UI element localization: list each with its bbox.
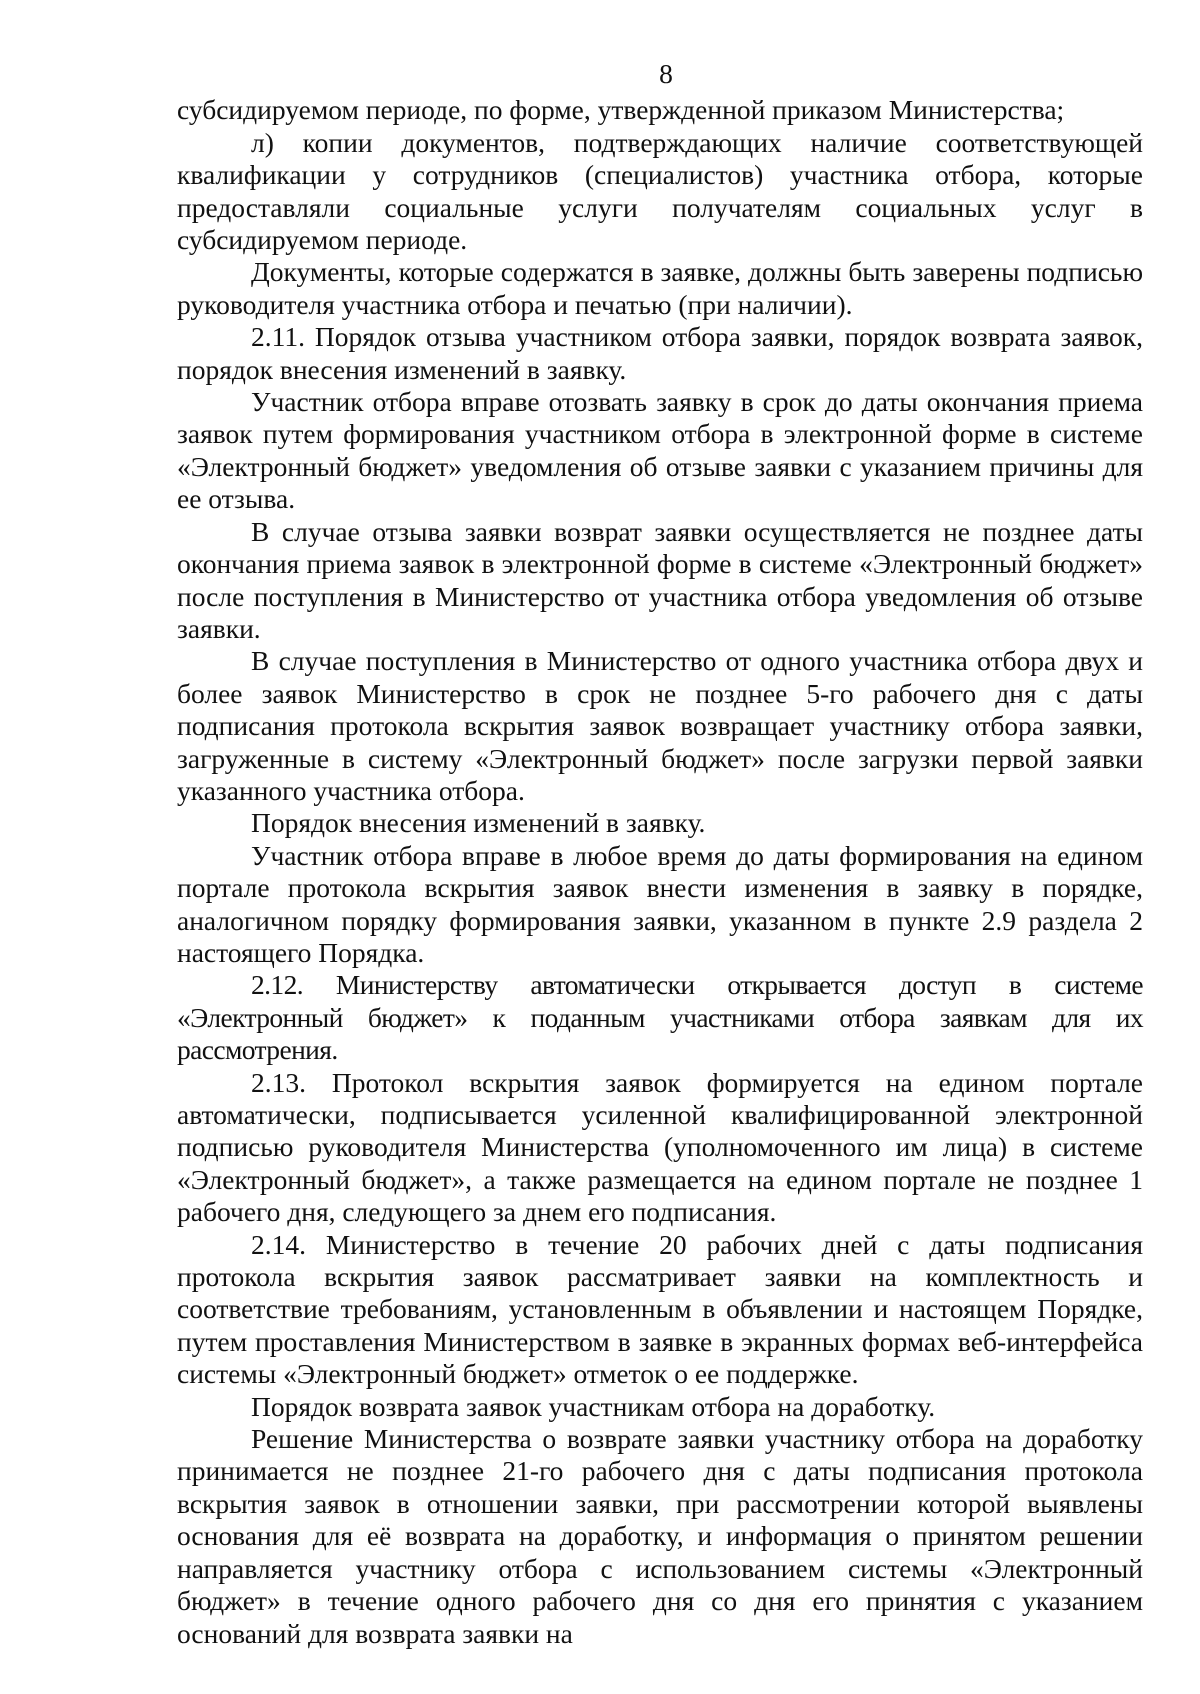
- paragraph: 2.13. Протокол вскрытия заявок формируется на едином портале автоматически, подписывается усиленной квалифицированной электронной подписью руководителя Министерства (уполномоченного им лица) в системе «Электронный бюджет», а также размещается на едином портале не позднее 1 рабочего дня, следующего за днем его подписания.: [177, 1066, 1143, 1228]
- paragraph: 2.12. Министерству автоматически открывается доступ в системе «Электронный бюджет» к поданным участниками отбора заявкам для их рассмотрения.: [177, 969, 1143, 1066]
- paragraph: 2.11. Порядок отзыва участником отбора заявки, порядок возврата заявок, порядок внесения изменений в заявку.: [177, 321, 1143, 385]
- paragraph: л) копии документов, подтверждающих наличие соответствующей квалификации у сотрудников (специалистов) участника отбора, которые предоставляли социальные услуги получателям социальных услуг в субсидируемом периоде.: [177, 126, 1143, 256]
- paragraph: Участник отбора вправе в любое время до даты формирования на едином портале протокола вскрытия заявок внести изменения в заявку в порядке, аналогичном порядку формирования заявки, указанном в пункте 2.9 раздела 2 настоящего Порядка.: [177, 839, 1143, 968]
- paragraph: Решение Министерства о возврате заявки участнику отбора на доработку принимается не позднее 21-го рабочего дня с даты подписания протокола вскрытия заявок в отношении заявки, при рассмотрении которой выявлены основания для её возврата на доработку, и информация о принятом решении направляется участнику отбора с использованием системы «Электронный бюджет» в течение одного рабочего дня со дня его принятия с указанием оснований для возврата заявки на: [177, 1423, 1143, 1649]
- paragraph: Порядок внесения изменений в заявку.: [251, 807, 706, 839]
- paragraph: В случае поступления в Министерство от одного участника отбора двух и более заявок Министерство в срок не позднее 5-го рабочего дня с даты подписания протокола вскрытия заявок возвращает участнику отбора заявки, загруженные в систему «Электронный бюджет» после загрузки первой заявки указанного участника отбора.: [177, 645, 1143, 806]
- page-number: 8: [659, 58, 673, 89]
- paragraph: Порядок возврата заявок участникам отбора на доработку.: [251, 1390, 936, 1422]
- document-page: [177, 58, 1143, 1650]
- paragraph: 2.14. Министерство в течение 20 рабочих дней с даты подписания протокола вскрытия заявок рассматривает заявки на комплектность и соответствие требованиям, установленным в объявлении и настоящем Порядке, путем проставления Министерством в заявке в экранных формах веб-интерфейса системы «Электронный бюджет» отметок о ее поддержке.: [177, 1228, 1143, 1390]
- paragraph: В случае отзыва заявки возврат заявки осуществляется не позднее даты окончания приема заявок в электронной форме в системе «Электронный бюджет» после поступления в Министерство от участника отбора уведомления об отзыве заявки.: [177, 515, 1143, 644]
- paragraph: Участник отбора вправе отозвать заявку в срок до даты окончания приема заявок путем формирования участником отбора в электронной форме в системе «Электронный бюджет» уведомления об отзыве заявки с указанием причины для ее отзыва.: [177, 386, 1143, 515]
- paragraph: Документы, которые содержатся в заявке, должны быть заверены подписью руководителя участника отбора и печатью (при наличии).: [177, 256, 1143, 320]
- paragraph: субсидируемом периоде, по форме, утвержденной приказом Министерства;: [177, 94, 1065, 126]
